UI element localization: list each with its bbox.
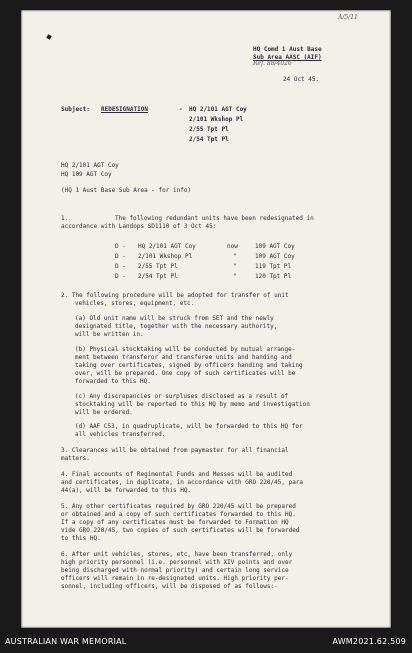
- pen-mark: [46, 34, 51, 39]
- para2d-line: all vehicles transferred.: [75, 431, 166, 438]
- para6-line: being discharged with normal priority) and certain long service: [61, 567, 289, 574]
- row-to: 120 Tpt Pl: [255, 273, 292, 280]
- row-from: 2/54 Tpt Pl: [138, 273, 178, 280]
- recipient: HQ 109 AGT Coy: [61, 171, 112, 178]
- para2b-line: taking over certificates, signed by officers handing and taking: [75, 362, 303, 369]
- row-prefix: D -: [115, 263, 126, 270]
- para5-line: or obtained and a copy of such certificates forwarded to this HQ.: [61, 511, 296, 518]
- para2d-line: (d) AAF C53, in quadruplicate, will be forwarded to this HQ for: [75, 423, 303, 430]
- para2c-line: (c) Any discrepancies or surpluses disclosed as a result of: [75, 393, 289, 400]
- para4-line: 44(a), will be forwarded to this HQ.: [61, 487, 192, 494]
- para2c-line: stocktaking will be reported to this HQ by memo and investigation: [75, 401, 310, 408]
- row-prefix: D -: [115, 243, 126, 250]
- handwritten-ref: Ref. 88/4026: [253, 60, 292, 67]
- document-page: [21, 10, 391, 628]
- subject-label: Subject:: [61, 106, 90, 113]
- subject-unit: 2/54 Tpt Pl: [189, 136, 229, 143]
- recipient-info: (HQ 1 Aust Base Sub Area - for info): [61, 187, 192, 194]
- subject-unit: 2/101 Wkshop Pl: [189, 116, 244, 123]
- para2a-line: will be written in.: [75, 331, 144, 338]
- header-line1: HQ Comd 1 Aust Base: [253, 46, 322, 53]
- para2b-line: over, will be prepared. One copy of such certificates will be: [75, 370, 296, 377]
- para6-line: 6. After unit vehicles, stores, etc, have been transferred, only: [61, 551, 293, 558]
- row-prefix: D -: [115, 253, 126, 260]
- para5-line: vide GRO 220/45, two copies of such certificates will be forwarded: [61, 527, 300, 534]
- archive-id: AWM2021.62.509: [332, 637, 406, 646]
- para2c-line: will be ordered.: [75, 409, 133, 416]
- para2a-line: (a) Old unit name will be struck from SET and the newly: [75, 315, 274, 322]
- row-sep: ": [233, 273, 237, 280]
- row-from: 2/55 Tpt Pl: [138, 263, 178, 270]
- para2b-line: (b) Physical stocktaking will be conducted by mutual arrange-: [75, 346, 296, 353]
- header-line2: Sub Area AASC (AIF): [253, 54, 322, 61]
- recipient: HQ 2/101 AGT Coy: [61, 162, 119, 169]
- row-to: 109 AGT Coy: [255, 243, 295, 250]
- subject-unit: 2/55 Tpt Pl: [189, 126, 229, 133]
- row-to: 109 AGT Coy: [255, 253, 295, 260]
- para3-line: 3. Clearances will be obtained from paymaster for all financial: [61, 447, 289, 454]
- row-from: HQ 2/101 AGT Coy: [138, 243, 196, 250]
- para4-line: 4. Final accounts of Regimental Funds and Messes will be audited: [61, 471, 293, 478]
- subject-dash: -: [179, 106, 183, 113]
- subject-keyword: REDESIGNATION: [101, 106, 148, 113]
- para6-line: officers will remain in re-designated units. High priority per-: [61, 575, 289, 582]
- para5-line: If a copy of any certificates must be forwarded to Formation HQ: [61, 519, 289, 526]
- para1-line: The following redundant units have been redesignated in: [115, 215, 314, 222]
- para2-line: 2. The following procedure will be adopted for transfer of unit: [61, 292, 289, 299]
- para6-line: high priority personnel (i.e. personnel with XIV points and over: [61, 559, 293, 566]
- para1-line: accordance with Landops SD1110 of 3 Oct 45:: [61, 223, 217, 230]
- para2b-line: ment between transferor and transferee units and handing and: [75, 354, 292, 361]
- para5-line: 5. Any other certificates required by GRO 220/45 will be prepared: [61, 503, 296, 510]
- handwritten-annotation: A/5/11: [338, 14, 358, 21]
- para5-line: to this HQ.: [61, 535, 101, 542]
- para1-number: 1.: [61, 215, 69, 222]
- para2a-line: designated title, together with the necessary authority,: [75, 323, 278, 330]
- subject-unit: HQ 2/101 AGT Coy: [189, 106, 247, 113]
- row-to: 119 Tpt Pl: [255, 263, 292, 270]
- para2-line: vehicles, stores, equipment, etc.: [75, 300, 195, 307]
- row-from: 2/101 Wkshop Pl: [138, 253, 193, 260]
- archive-footer: [0, 628, 412, 653]
- archive-name: AUSTRALIAN WAR MEMORIAL: [5, 637, 127, 646]
- row-sep: ": [233, 253, 237, 260]
- para3-line: matters.: [61, 455, 90, 462]
- date: 24 Oct 45.: [283, 76, 320, 83]
- row-prefix: D -: [115, 273, 126, 280]
- para4-line: and certificates, in duplicate, in accordance with GRO 220/45, para: [61, 479, 304, 486]
- row-sep: ": [233, 263, 237, 270]
- para2b-line: forwarded to this HQ.: [75, 378, 151, 385]
- row-sep: now: [227, 243, 238, 250]
- para6-line: sonnel, including officers, will be disposed of as follows:-: [61, 583, 278, 590]
